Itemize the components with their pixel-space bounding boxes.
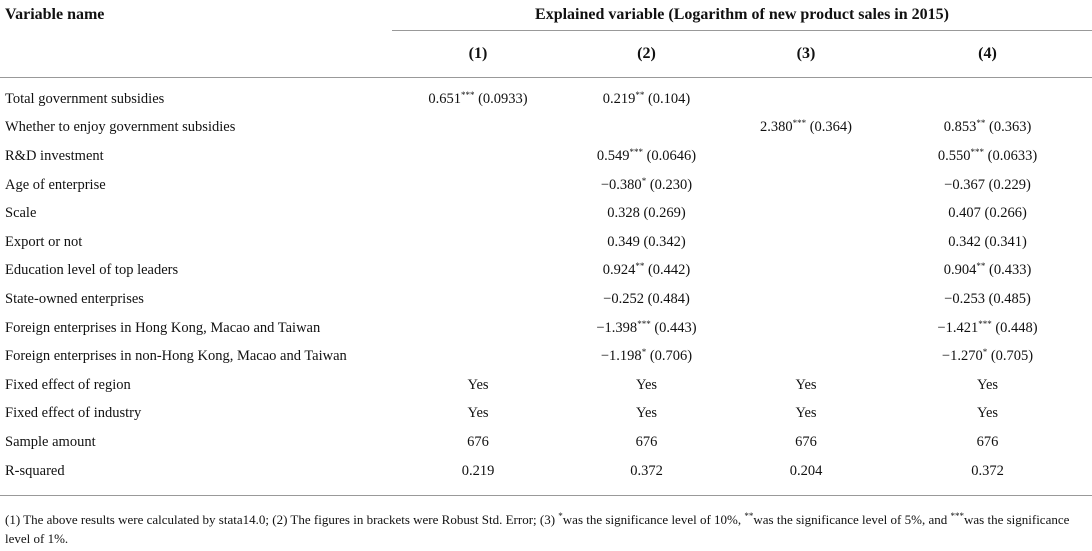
blank-header [0,31,392,78]
cell-col-1 [392,142,564,171]
column-header-1: (1) [468,45,488,62]
row-label: Foreign enterprises in non-Hong Kong, Macao and Taiwan [5,348,347,365]
cell-col-3: Yes [795,376,817,393]
table-row [0,428,1092,457]
cell-col-4: −1.421*** (0.448) [937,318,1038,336]
cell-col-3 [729,342,883,371]
cell-col-4: 0.904** (0.433) [943,261,1032,279]
cell-col-3 [729,314,883,343]
row-label: R-squared [5,462,65,479]
table-row [0,228,1092,257]
table-row [0,285,1092,314]
row-label: Age of enterprise [5,176,106,193]
cell-col-4: 0.407 (0.266) [948,205,1027,222]
cell-col-1 [392,342,564,371]
cell-col-3: 2.380*** (0.364) [759,118,853,136]
cell-col-3: Yes [795,405,817,422]
cell-col-1: 676 [467,433,489,450]
cell-col-4: −0.253 (0.485) [944,290,1031,307]
cell-col-3: 0.204 [789,462,823,479]
table-row [0,142,1092,171]
cell-col-2: −0.252 (0.484) [603,290,690,307]
cell-col-4 [883,85,1092,114]
cell-col-3 [729,142,883,171]
cell-col-3 [729,85,883,114]
cell-col-2 [564,114,729,143]
cell-col-1 [392,228,564,257]
row-label: Sample amount [5,433,96,450]
cell-col-1: Yes [467,405,489,422]
column-header-3: (3) [796,45,816,62]
cell-col-4: 676 [976,433,999,450]
table-footnote [5,510,1090,548]
table-row [0,85,1092,114]
cell-col-4: −1.270* (0.705) [941,347,1034,365]
cell-col-2: −1.398*** (0.443) [596,318,697,336]
table-body [0,78,1092,496]
cell-col-3 [729,199,883,228]
column-header-2: (2) [637,45,656,62]
cell-col-2: 0.372 [630,462,663,479]
row-label: Foreign enterprises in Hong Kong, Macao and Taiwan [5,319,321,336]
cell-col-4: Yes [976,376,999,393]
row-label: Fixed effect of industry [5,405,142,422]
cell-col-1 [392,171,564,200]
row-label: Scale [5,205,37,222]
table-row [0,257,1092,286]
cell-col-1: 0.651*** (0.0933) [428,89,528,107]
cell-col-1: 0.219 [461,462,495,479]
explained-variable-header: Explained variable (Logarithm of new product sales in 2015) [392,0,1092,31]
row-label: State-owned enterprises [5,290,144,307]
column-header-4: (4) [978,45,997,62]
cell-col-1 [392,257,564,286]
cell-col-2: 0.549*** (0.0646) [596,146,697,164]
cell-col-2: −1.198* (0.706) [600,347,693,365]
table-row [0,342,1092,371]
cell-col-4: 0.853** (0.363) [943,118,1032,136]
cell-col-1 [392,199,564,228]
cell-col-4: 0.372 [971,462,1004,479]
cell-col-1 [392,285,564,314]
cell-col-4: 0.342 (0.341) [948,233,1027,250]
table-row [0,171,1092,200]
row-label: Education level of top leaders [5,262,179,279]
table-row [0,400,1092,429]
cell-col-4: 0.550*** (0.0633) [937,146,1038,164]
table-row [0,457,1092,486]
cell-col-3 [729,257,883,286]
cell-col-3 [729,171,883,200]
cell-col-2: 0.924** (0.442) [602,261,691,279]
table-row [0,199,1092,228]
cell-col-3 [729,228,883,257]
cell-col-2: Yes [635,405,658,422]
cell-col-2: 0.328 (0.269) [607,205,686,222]
cell-col-2: 0.219** (0.104) [602,89,691,107]
row-label: Fixed effect of region [5,376,131,393]
cell-col-4: Yes [976,405,999,422]
cell-col-1 [392,114,564,143]
row-label: Total government subsidies [5,90,165,107]
cell-col-1 [392,314,564,343]
table-row [0,114,1092,143]
cell-col-2: 676 [635,433,658,450]
cell-col-1: Yes [467,376,489,393]
cell-col-3: 676 [795,433,817,450]
row-label: Export or not [5,233,83,250]
cell-col-2: 0.349 (0.342) [607,233,686,250]
table-row [0,371,1092,400]
table-row [0,314,1092,343]
cell-col-2: −0.380* (0.230) [600,175,693,193]
row-label: Whether to enjoy government subsidies [5,119,236,136]
cell-col-3 [729,285,883,314]
footnote-text: (1) The above results were calculated by stata14.0; (2) The figures in brackets were Robust Std. Error; (3) *was the significance level of 10%, **was the significance level of 5%, and ***was the significance level of 1%. [5,511,1070,546]
cell-col-4: −0.367 (0.229) [944,176,1031,193]
variable-name-header: Variable name [5,5,105,23]
cell-col-2: Yes [635,376,658,393]
row-label: R&D investment [5,147,104,164]
